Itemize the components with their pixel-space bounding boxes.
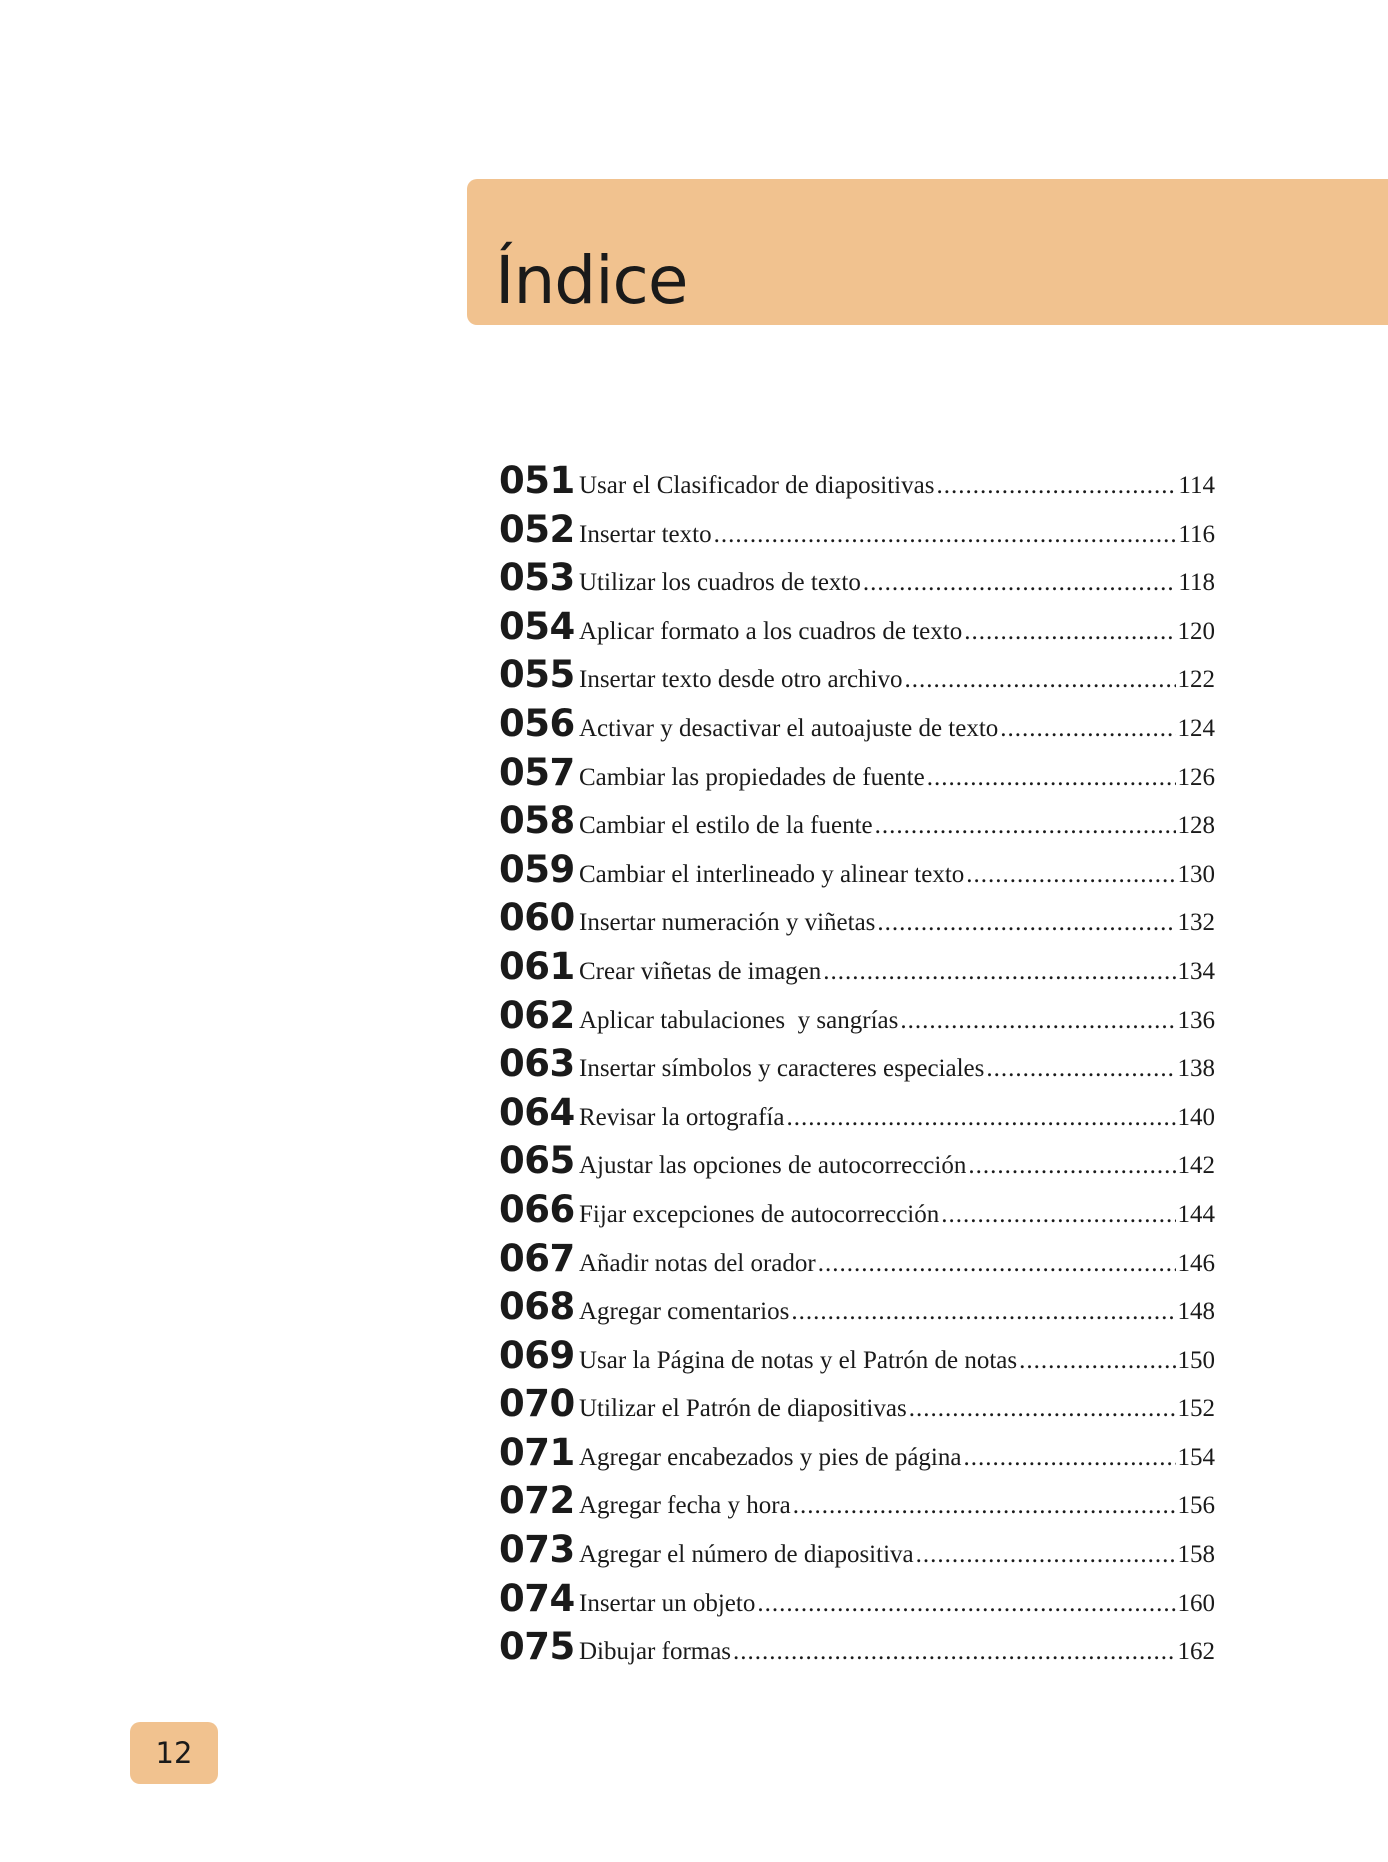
toc-row[interactable] <box>499 993 1215 1046</box>
toc-number: 063 <box>499 1042 575 1086</box>
toc-row[interactable] <box>499 1479 1215 1531</box>
toc-row[interactable] <box>499 701 1215 754</box>
toc-title: Añadir notas del orador <box>579 1249 816 1277</box>
toc-page-number: 114 <box>1178 472 1215 499</box>
toc-title: Agregar fecha y hora <box>579 1492 791 1520</box>
dot-leader <box>875 813 1176 838</box>
toc-number: 065 <box>499 1139 575 1183</box>
toc-title: Agregar el número de diapositiva <box>579 1541 914 1569</box>
toc-number: 068 <box>499 1285 575 1329</box>
toc-row[interactable] <box>499 1042 1215 1094</box>
toc-row[interactable] <box>499 1139 1215 1191</box>
toc-number: 067 <box>499 1236 575 1280</box>
dot-leader <box>786 1105 1175 1130</box>
toc-title: Revisar la ortografía <box>579 1103 785 1131</box>
toc-title: Agregar comentarios <box>579 1298 790 1326</box>
toc-page-number: 136 <box>1177 1006 1215 1034</box>
page-title: Índice <box>495 242 688 319</box>
toc-number: 073 <box>499 1528 575 1572</box>
toc-number: 056 <box>499 701 575 745</box>
toc-title: Aplicar tabulaciones y sangrías <box>579 1006 899 1034</box>
dot-leader <box>927 765 1176 790</box>
toc-row[interactable] <box>499 1528 1215 1580</box>
toc-number: 064 <box>499 1090 575 1134</box>
toc-page-number: 156 <box>1177 1492 1215 1520</box>
dot-leader <box>733 1639 1175 1664</box>
toc-row[interactable] <box>499 847 1215 900</box>
toc-title: Insertar un objeto <box>579 1589 756 1617</box>
toc-page-number: 162 <box>1177 1638 1215 1666</box>
toc-number: 059 <box>499 847 575 891</box>
page-number-badge <box>130 1722 218 1784</box>
toc-title: Cambiar el interlineado y alinear texto <box>579 860 965 888</box>
dot-leader <box>793 1493 1176 1518</box>
dot-leader <box>863 570 1177 595</box>
toc-number: 054 <box>499 604 575 648</box>
toc-row[interactable] <box>499 944 1215 997</box>
toc-page-number: 130 <box>1177 860 1215 888</box>
toc-title: Utilizar el Patrón de diapositivas <box>579 1395 907 1423</box>
toc-title: Dibujar formas <box>579 1638 732 1666</box>
toc-number: 066 <box>499 1187 575 1231</box>
toc-page-number: 160 <box>1177 1589 1215 1617</box>
toc-row[interactable] <box>499 653 1215 705</box>
dot-leader <box>941 1202 1175 1227</box>
toc-page-number: 158 <box>1177 1541 1215 1569</box>
dot-leader <box>1000 716 1175 741</box>
dot-leader <box>714 522 1177 547</box>
toc-page-number: 152 <box>1177 1395 1215 1423</box>
toc-title: Utilizar los cuadros de texto <box>579 569 861 597</box>
toc-title: Fijar excepciones de autocorrección <box>579 1200 940 1228</box>
toc-number: 061 <box>499 944 575 988</box>
toc-row[interactable] <box>499 507 1215 560</box>
toc-row[interactable] <box>499 459 1215 511</box>
toc-title: Insertar numeración y viñetas <box>579 909 876 937</box>
toc-row[interactable] <box>499 799 1215 851</box>
toc-number: 072 <box>499 1479 575 1523</box>
toc-page-number: 138 <box>1177 1055 1215 1083</box>
header-band <box>467 179 1388 325</box>
toc-row[interactable] <box>499 1430 1215 1483</box>
toc-row[interactable] <box>499 1625 1215 1677</box>
toc-title: Cambiar el estilo de la fuente <box>579 812 873 840</box>
toc-page-number: 154 <box>1177 1443 1215 1471</box>
toc-row[interactable] <box>499 604 1215 657</box>
toc-page-number: 126 <box>1177 763 1215 791</box>
toc-page-number: 122 <box>1177 666 1215 694</box>
dot-leader <box>968 1153 1175 1178</box>
toc-row[interactable] <box>499 1090 1215 1143</box>
toc-title: Agregar encabezados y pies de página <box>579 1443 962 1471</box>
dot-leader <box>963 1445 1175 1470</box>
toc-page-number: 124 <box>1177 714 1215 742</box>
toc-number: 069 <box>499 1333 575 1377</box>
dot-leader <box>909 1396 1176 1421</box>
toc-row[interactable] <box>499 1236 1215 1289</box>
toc-row[interactable] <box>499 1333 1215 1386</box>
toc-number: 070 <box>499 1382 575 1426</box>
toc-page-number: 132 <box>1177 909 1215 937</box>
toc-page-number: 128 <box>1177 812 1215 840</box>
toc-number: 075 <box>499 1625 575 1669</box>
dot-leader <box>823 959 1175 984</box>
toc-number: 057 <box>499 750 575 794</box>
toc-title: Activar y desactivar el autoajuste de texto <box>579 714 999 742</box>
toc-page-number: 150 <box>1177 1346 1215 1374</box>
toc-page-number: 118 <box>1178 569 1215 597</box>
dot-leader <box>791 1299 1175 1324</box>
toc-title: Cambiar las propiedades de fuente <box>579 763 925 791</box>
dot-leader <box>900 1008 1175 1033</box>
toc-row[interactable] <box>499 1285 1215 1337</box>
toc-page-number: 120 <box>1177 617 1215 645</box>
dot-leader <box>757 1591 1175 1616</box>
toc-title: Crear viñetas de imagen <box>579 957 822 985</box>
toc-title: Usar la Página de notas y el Patrón de notas <box>579 1346 1018 1374</box>
toc-number: 053 <box>499 556 575 600</box>
dot-leader <box>877 910 1175 935</box>
toc-title: Aplicar formato a los cuadros de texto <box>579 617 963 645</box>
toc-page-number: 144 <box>1177 1200 1215 1228</box>
toc-number: 052 <box>499 507 575 551</box>
toc-number: 055 <box>499 653 575 697</box>
toc-title: Usar el Clasificador de diapositivas <box>579 472 935 499</box>
toc-title: Insertar texto desde otro archivo <box>579 666 903 694</box>
toc-number: 058 <box>499 799 575 843</box>
dot-leader <box>964 619 1175 644</box>
dot-leader <box>1019 1348 1175 1373</box>
toc-row[interactable] <box>499 1187 1215 1240</box>
table-of-contents <box>499 459 1215 1677</box>
toc-row[interactable] <box>499 896 1215 948</box>
toc-number: 051 <box>499 459 575 502</box>
page-number: 12 <box>155 1736 193 1770</box>
toc-number: 062 <box>499 993 575 1037</box>
toc-row[interactable] <box>499 1382 1215 1434</box>
dot-leader <box>818 1251 1176 1276</box>
toc-page-number: 134 <box>1177 957 1215 985</box>
toc-page-number: 140 <box>1177 1103 1215 1131</box>
toc-title: Ajustar las opciones de autocorrección <box>579 1152 967 1180</box>
dot-leader <box>966 862 1175 887</box>
toc-page-number: 116 <box>1178 520 1215 548</box>
dot-leader <box>986 1056 1175 1081</box>
toc-number: 074 <box>499 1576 575 1620</box>
dot-leader <box>905 667 1176 692</box>
toc-title: Insertar texto <box>579 520 712 548</box>
toc-row[interactable] <box>499 556 1215 608</box>
toc-page-number: 148 <box>1177 1298 1215 1326</box>
toc-row[interactable] <box>499 750 1215 803</box>
dot-leader <box>936 473 1176 498</box>
toc-number: 060 <box>499 896 575 940</box>
toc-row[interactable] <box>499 1576 1215 1629</box>
dot-leader <box>916 1542 1176 1567</box>
toc-title: Insertar símbolos y caracteres especiales <box>579 1055 985 1083</box>
toc-number: 071 <box>499 1430 575 1474</box>
toc-page-number: 146 <box>1177 1249 1215 1277</box>
toc-page-number: 142 <box>1177 1152 1215 1180</box>
